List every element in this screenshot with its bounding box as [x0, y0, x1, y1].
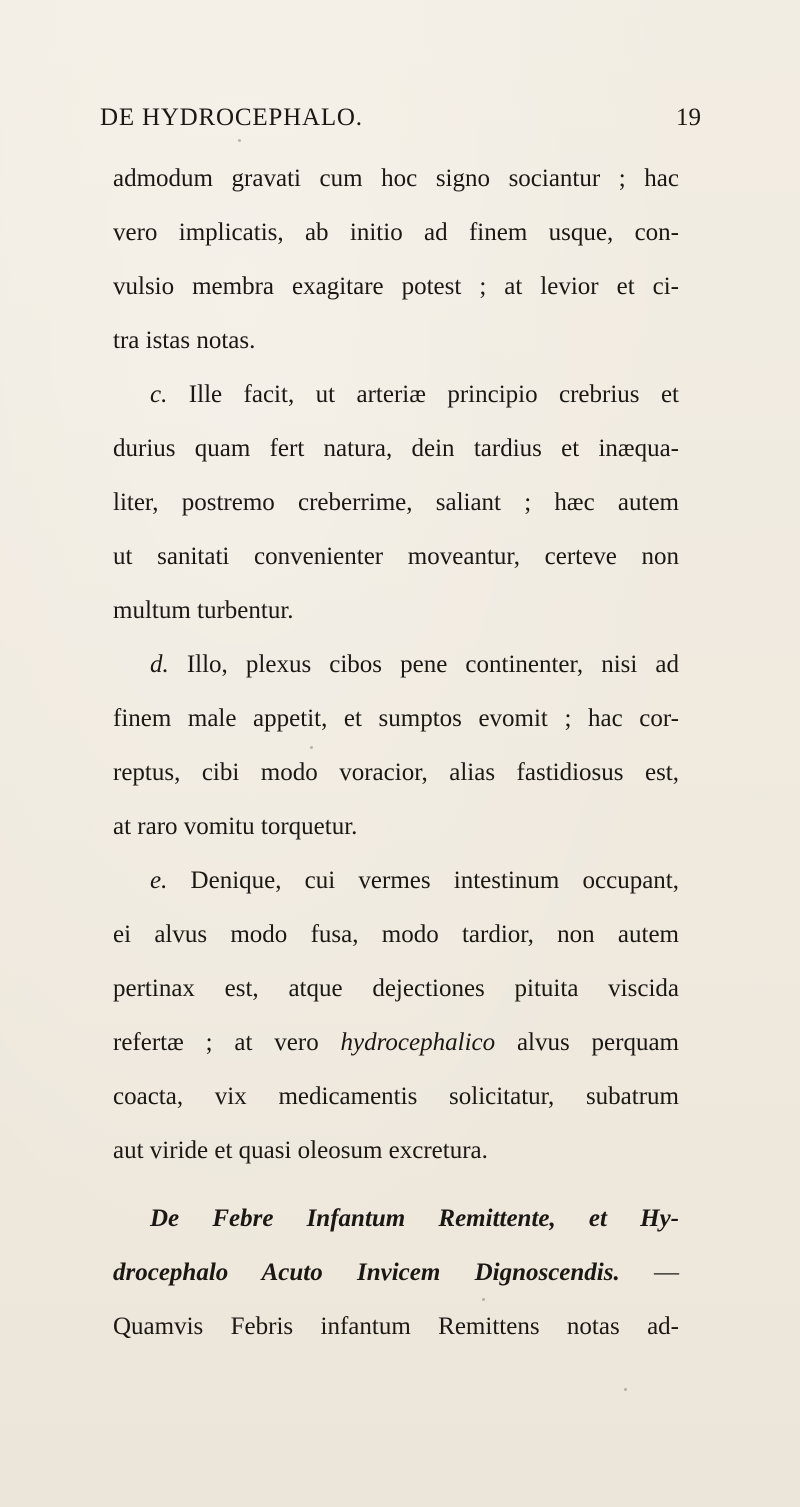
section-heading-line: drocephalo Acuto Invicem Dignoscendis. —: [113, 1259, 679, 1286]
paragraph-label: e.: [150, 867, 168, 894]
text-line: tra istas notas.: [113, 327, 256, 354]
text-line: reptus, cibi modo voracior, alias fastidiosus est,: [113, 759, 679, 786]
text-line: e. Denique, cui vermes intestinum occupant,: [150, 867, 679, 894]
italic-term: hydrocephalico: [340, 1029, 496, 1056]
text-line: pertinax est, atque dejectiones pituita viscida: [113, 975, 679, 1002]
paper-speck: [310, 746, 313, 749]
paper-speck: [624, 1388, 627, 1391]
text-line: liter, postremo creberrime, saliant ; hæc autem: [113, 489, 679, 516]
text-line: refertæ ; at vero hydrocephalico alvus perquam: [113, 1029, 680, 1056]
paragraph-label: d.: [150, 651, 169, 678]
text-line: ei alvus modo fusa, modo tardior, non autem: [113, 921, 679, 948]
paragraph-gap: [113, 1178, 679, 1192]
text-line: c. Ille facit, ut arteriæ principio crebrius et: [150, 381, 680, 408]
text-line: aut viride et quasi oleosum excretura.: [113, 1137, 488, 1164]
text-line: finem male appetit, et sumptos evomit ; hac cor-: [113, 705, 679, 732]
text-line: vero implicatis, ab initio ad finem usque, con-: [113, 219, 679, 246]
running-title: DE HYDROCEPHALO.: [100, 104, 363, 131]
text-line: multum turbentur.: [113, 597, 294, 624]
page-number: 19: [676, 104, 701, 131]
page-header: [0, 104, 800, 144]
paper-speck: [238, 139, 241, 142]
text-line: coacta, vix medicamentis solicitatur, subatrum: [113, 1083, 679, 1110]
text-line: at raro vomitu torquetur.: [113, 813, 358, 840]
body-text: [113, 152, 679, 1354]
text-line: d. Illo, plexus cibos pene continenter, nisi ad: [150, 651, 679, 678]
text-line: vulsio membra exagitare potest ; at levior et ci-: [113, 273, 679, 300]
paper-speck: [482, 1298, 485, 1301]
text-line: admodum gravati cum hoc signo sociantur ; hac: [113, 165, 679, 192]
text-line: ut sanitati convenienter moveantur, certeve non: [113, 543, 679, 570]
paragraph-label: c.: [150, 381, 168, 408]
section-heading-line: De Febre Infantum Remittente, et Hy-: [150, 1205, 679, 1232]
text-line: durius quam fert natura, dein tardius et inæqua-: [113, 435, 679, 462]
text-line: Quamvis Febris infantum Remittens notas ad-: [113, 1313, 679, 1340]
